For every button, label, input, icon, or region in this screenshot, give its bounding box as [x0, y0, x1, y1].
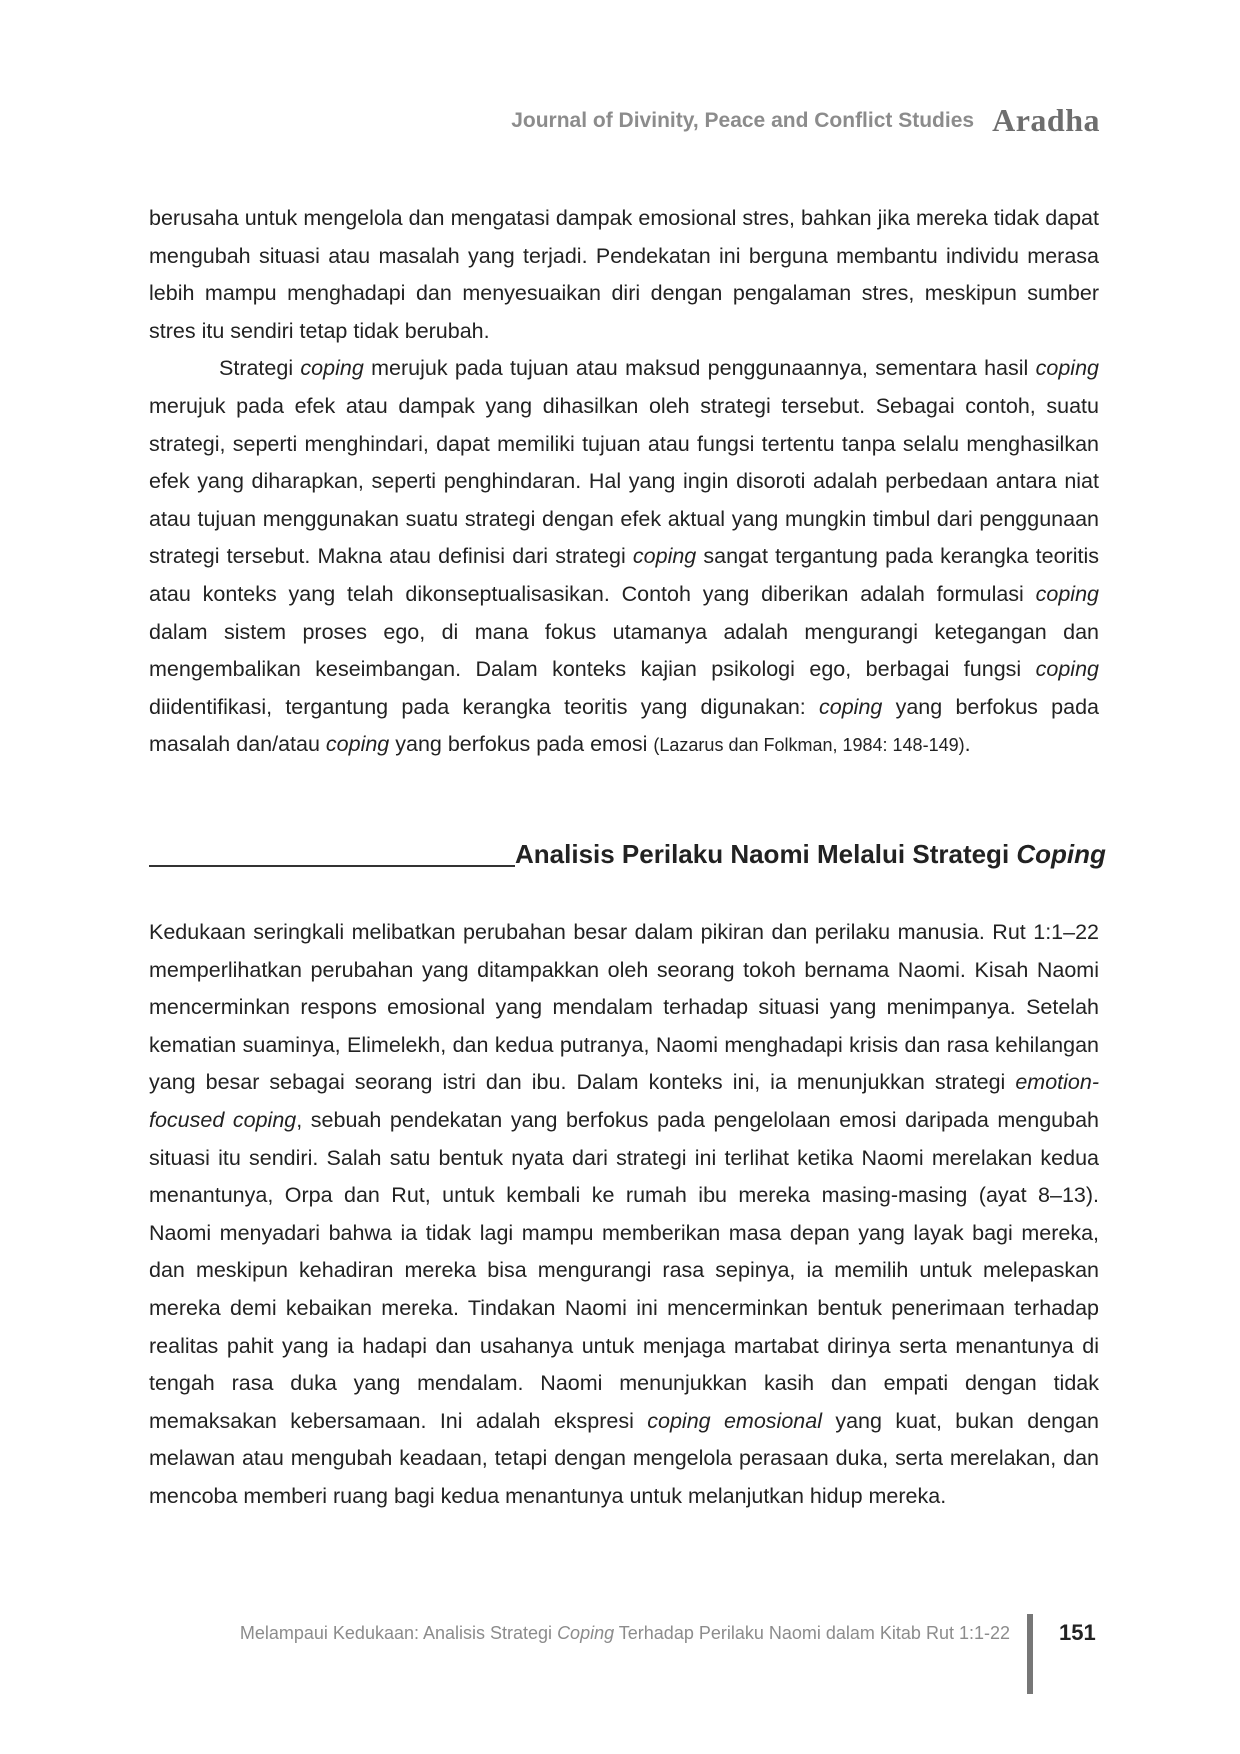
journal-logo: Aradha	[992, 102, 1100, 138]
page-number: 151	[1059, 1620, 1096, 1645]
paragraph-1: berusaha untuk mengelola dan mengatasi dampak emosional stres, bahkan jika mereka tidak dapat mengubah situasi atau masalah yang terjadi. Pendekatan ini berguna membantu individu merasa lebih mampu menghadapi dan menyesuaikan diri dengan pengalaman stres, meskipun sumber stres itu sendiri tetap tidak berubah.	[149, 206, 1099, 343]
italic-term: coping	[1035, 657, 1099, 682]
footer-italic: Coping	[557, 1623, 615, 1643]
text-run: yang kuat, bukan dengan melawan atau mengubah keadaan, tetapi dengan mengelola perasaan duka, serta merelakan, dan mencoba memberi ruang bagi kedua menantunya untuk melanjutkan hidup mereka.	[149, 1408, 1099, 1508]
italic-term: coping	[1035, 356, 1099, 381]
text-run: .	[964, 732, 971, 757]
text-run: merujuk pada efek atau dampak yang dihasilkan oleh strategi tersebut. Sebagai contoh, suatu strategi, seperti menghindari, dapat memiliki tujuan atau fungsi tertentu tanpa selalu menghasilkan efek yang diharapkan, seperti penghindaran. Hal yang ingin disoroti adalah perbedaan antara niat atau tujuan menggunakan suatu strategi dengan efek aktual yang mungkin timbul dari penggunaan strategi tersebut. Makna atau definisi dari strategi	[149, 393, 1099, 569]
footer-text: Terhadap Perilaku Naomi dalam Kitab Rut 1:1-22	[614, 1623, 1010, 1643]
footer-text: Melampaui Kedukaan: Analisis Strategi	[239, 1623, 558, 1643]
italic-term: coping	[300, 356, 364, 381]
italic-term: coping	[632, 544, 697, 569]
body-text-part1	[149, 200, 1099, 765]
paragraph-2	[149, 350, 1099, 765]
italic-term: coping emosional	[647, 1408, 822, 1433]
footer-divider	[1027, 1614, 1033, 1694]
citation: (Lazarus dan Folkman, 1984: 148-149)	[653, 735, 965, 756]
italic-term: emotion-focused coping	[149, 1070, 1099, 1132]
text-run: yang berfokus pada emosi	[389, 732, 654, 757]
text-run: , sebuah pendekatan yang berfokus pada pengelolaan emosi daripada mengubah situasi itu sendiri. Salah satu bentuk nyata dari strategi ini terlihat ketika Naomi merelakan kedua menantunya, Orpa dan Rut, untuk kembali ke rumah ibu mereka masing-masing (ayat 8–13). Naomi menyadari bahwa ia tidak lagi mampu memberikan masa depan yang layak bagi mereka, dan meskipun kehadiran mereka bisa mengurangi rasa sepinya, ia memilih untuk melepaskan mereka demi kebaikan mereka. Tindakan Naomi ini mencerminkan bentuk penerimaan terhadap realitas pahit yang ia hadapi dan usahanya untuk menjaga martabat dirinya serta menantunya di tengah rasa duka yang mendalam. Naomi menunjukkan kasih dan empati dengan tidak memaksakan kebersamaan. Ini adalah ekspresi	[149, 1107, 1099, 1433]
text-run: sangat tergantung pada kerangka teoritis atau konteks yang telah dikonseptualisasikan. Contoh yang diberikan adalah formulasi	[149, 544, 1099, 606]
paragraph-3	[149, 914, 1099, 1516]
section-title-text: Analisis Perilaku Naomi Melalui Strategi	[515, 839, 1017, 869]
running-header	[511, 102, 1100, 139]
section-heading	[149, 839, 1106, 870]
italic-term: coping	[325, 732, 390, 757]
heading-rule	[149, 865, 515, 867]
text-run: yang berfokus pada masalah dan/atau	[149, 694, 1099, 757]
section-title-italic: Coping	[1016, 839, 1106, 869]
running-footer	[240, 1623, 1010, 1644]
text-run: Strategi	[219, 356, 301, 381]
text-run: dalam sistem proses ego, di mana fokus utamanya adalah mengurangi ketegangan dan mengembalikan keseimbangan. Dalam konteks kajian psikologi ego, berbagai fungsi	[149, 619, 1099, 682]
text-run: merujuk pada tujuan atau maksud penggunaannya, sementara hasil	[363, 356, 1036, 381]
italic-term: coping	[819, 694, 883, 719]
section-title	[515, 839, 1106, 870]
body-text-part2	[149, 914, 1099, 1516]
italic-term: coping	[1035, 581, 1099, 606]
journal-name: Journal of Divinity, Peace and Conflict Studies	[511, 108, 975, 132]
text-run: Kedukaan seringkali melibatkan perubahan besar dalam pikiran dan perilaku manusia. Rut 1:1–22 memperlihatkan perubahan yang ditampakkan oleh seorang tokoh bernama Naomi. Kisah Naomi mencerminkan respons emosional yang mendalam terhadap situasi yang menimpanya. Setelah kematian suaminya, Elimelekh, dan kedua putranya, Naomi menghadapi krisis dan rasa kehilangan yang besar sebagai seorang istri dan ibu. Dalam konteks ini, ia menunjukkan strategi	[149, 920, 1099, 1095]
text-run: diidentifikasi, tergantung pada kerangka teoritis yang digunakan:	[149, 694, 819, 719]
